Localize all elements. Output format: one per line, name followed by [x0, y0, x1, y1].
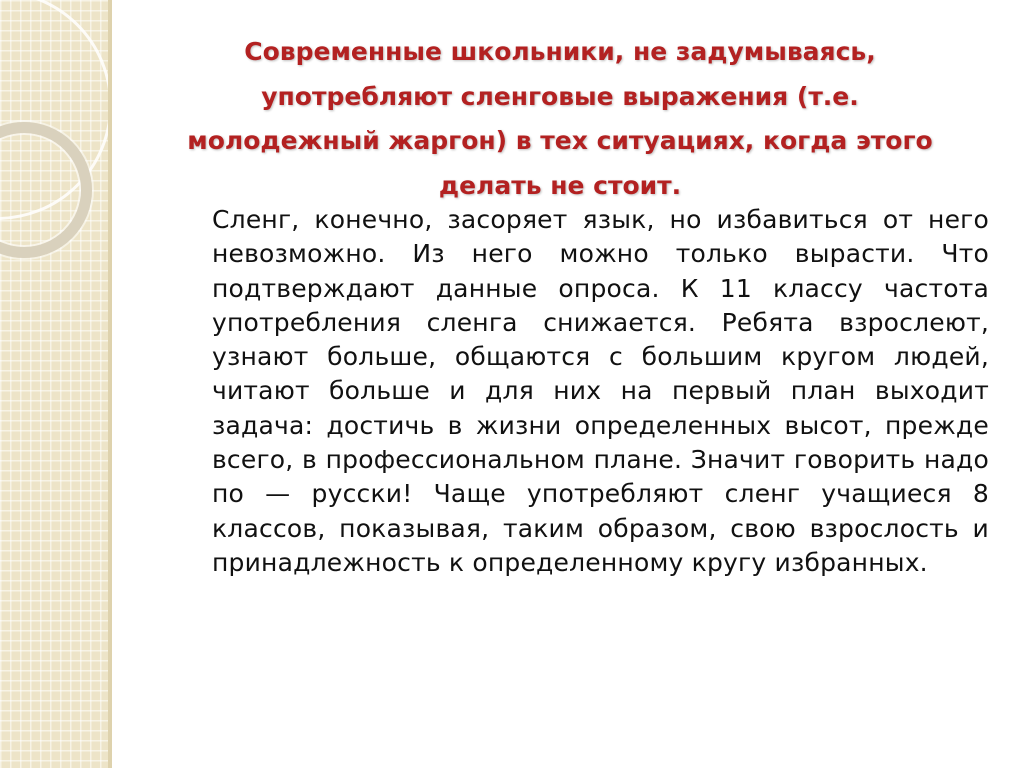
decorative-side-strip	[0, 0, 112, 768]
slide-title: Современные школьники, не задумываясь, употребляют сленговые выражения (т.е. молодежный жаргон) в тех ситуациях, когда этого делать не стоит.	[187, 37, 933, 200]
slide-body-text: Сленг, конечно, засоряет язык, но избавиться от него невозможно. Из него можно только вырасти. Что подтверждают данные опроса. К 11 классу частота употребления сленга снижается. Ребята взрослеют, узнают больше, общаются с большим кругом людей, читают больше и для них на первый план выходит задача: достичь в жизни определенных высот, прежде всего, в профессиональном плане. Значит говорить надо по — русски! Чаще употребляют сленг учащиеся 8 классов, показывая, таким образом, свою взрослость и принадлежность к определенному кругу избранных.	[212, 205, 989, 577]
